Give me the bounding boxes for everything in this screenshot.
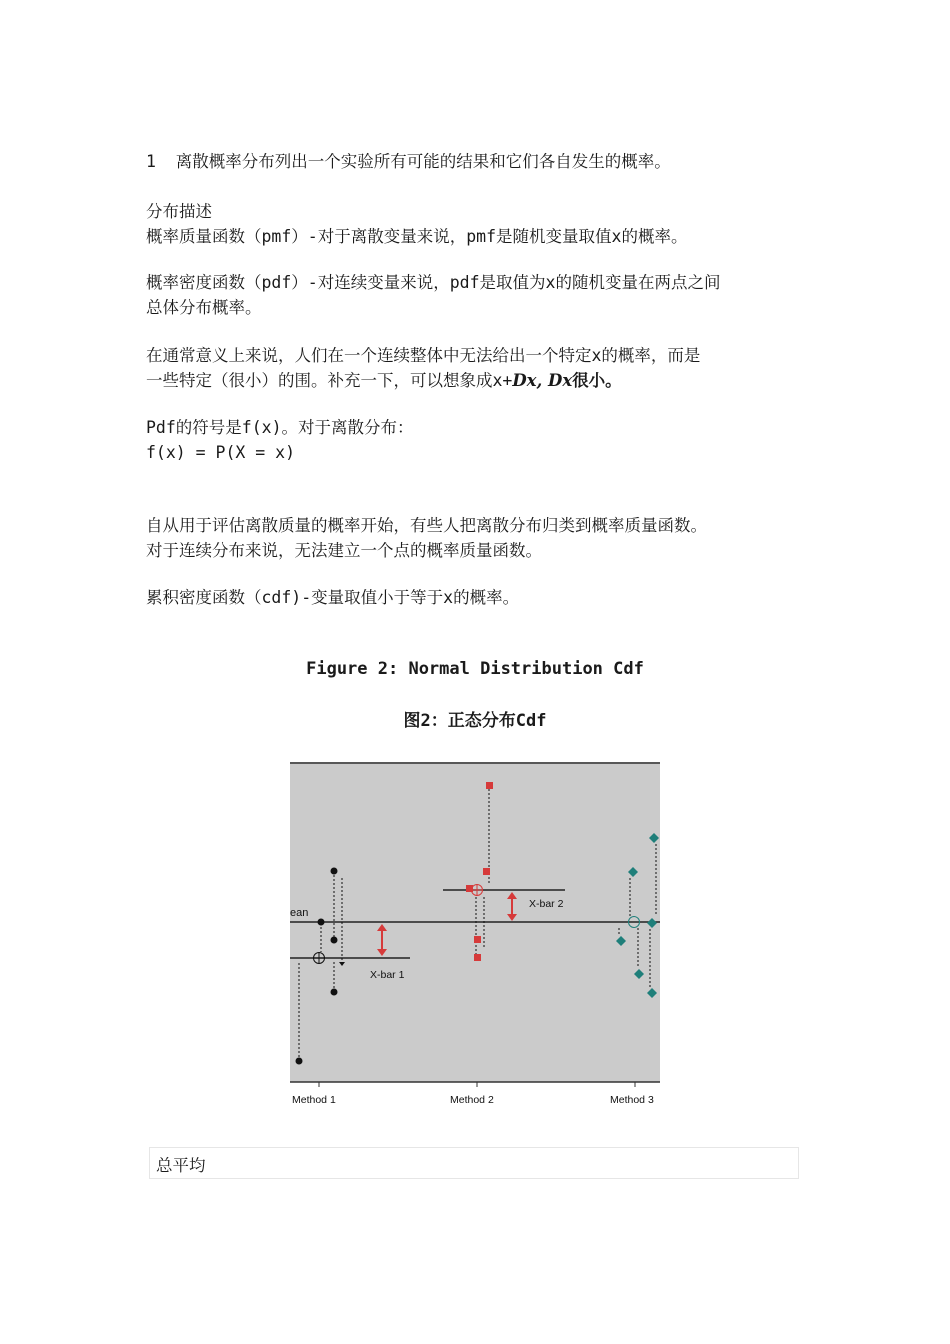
m2-point-1	[486, 782, 493, 789]
m2-point-2	[483, 868, 490, 875]
grand-mean-box	[149, 1147, 799, 1179]
line-7-c: 很小。	[572, 371, 622, 390]
xbar1-label: X-bar 1	[370, 969, 405, 981]
m2-point-5	[474, 954, 481, 961]
m1-point-2	[318, 919, 325, 926]
line-9: f(x) = P(X = x)	[146, 443, 296, 462]
figure-caption-en: Figure 2: Normal Distribution Cdf	[306, 659, 644, 679]
line-1: 1 离散概率分布列出一个实验所有可能的结果和它们各自发生的概率。	[146, 152, 671, 171]
method-2-label: Method 2	[450, 1094, 494, 1106]
m2-point-4	[474, 936, 481, 943]
m1-point-5	[331, 989, 338, 996]
figure-caption-zh: 图2：正态分布Cdf	[403, 711, 547, 731]
line-6: 在通常意义上来说，人们在一个连续整体中无法给出一个特定x的概率，而是	[146, 346, 701, 365]
line-3: 概率质量函数（pmf）-对于离散变量来说，pmf是随机变量取值x的概率。	[146, 227, 688, 246]
m1-point-3	[331, 868, 338, 875]
m1-point-4	[331, 937, 338, 944]
method-1-label: Method 1	[292, 1094, 336, 1106]
method-3-label: Method 3	[610, 1094, 654, 1106]
line-7-italic: Dx, Dx	[512, 371, 573, 390]
line-2: 分布描述	[146, 202, 212, 221]
line-11: 对于连续分布来说，无法建立一个点的概率质量函数。	[146, 541, 542, 560]
m1-point-1	[296, 1058, 303, 1065]
figure-image	[288, 744, 662, 1114]
m2-point-3	[466, 885, 473, 892]
line-7	[146, 368, 622, 394]
line-8: Pdf的符号是f(x)。对于离散分布：	[146, 418, 414, 437]
line-5: 总体分布概率。	[146, 298, 262, 317]
mean-label: ean	[290, 907, 309, 919]
xbar2-label: X-bar 2	[529, 898, 564, 910]
grand-mean-text: 总平均	[156, 1156, 206, 1175]
line-7-a: 一些特定（很小）的围。补充一下，可以想象成x+	[146, 371, 513, 390]
line-4: 概率密度函数（pdf）-对连续变量来说，pdf是取值为x的随机变量在两点之间	[146, 273, 721, 292]
line-12: 累积密度函数（cdf)-变量取值小于等于x的概率。	[146, 588, 520, 607]
line-10: 自从用于评估离散质量的概率开始，有些人把离散分布归类到概率质量函数。	[146, 516, 707, 535]
